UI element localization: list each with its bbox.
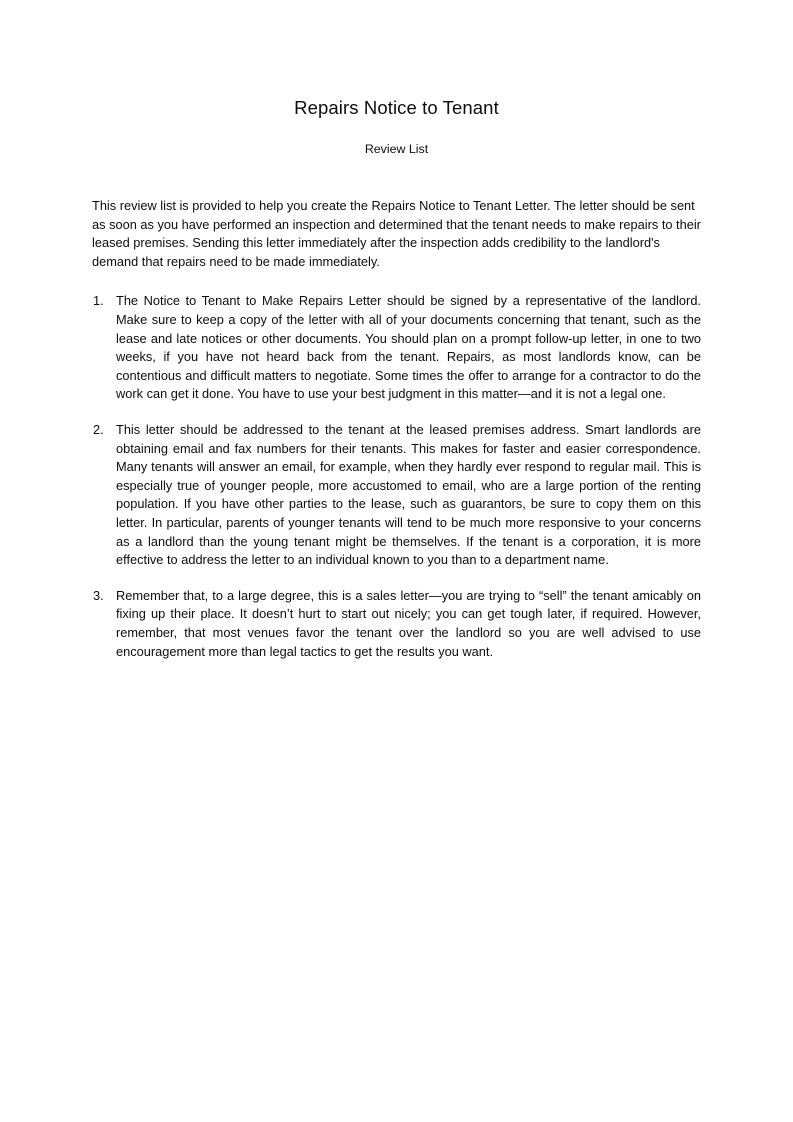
list-item-text: This letter should be addressed to the tenant at the leased premises address. Smart landlords are obtaining email and fax numbers for their tenants. This makes for faster and easier correspondence. Many tenants will answer an email, for example, when they hardly ever respond to regular mail. This is especially true of younger people, more accustomed to email, who are a large portion of the renting population. If you have other parties to the lease, such as guarantors, be sure to copy them on this letter. In particular, parents of younger tenants will tend to be much more responsive to your concerns as a landlord than the young tenant might be themselves. If the tenant is a corporation, it is more effective to address the letter to an individual known to you than to a department name. <box>116 422 701 568</box>
page-subtitle: Review List <box>364 142 429 157</box>
page-title: Repairs Notice to Tenant <box>294 97 499 118</box>
list-item <box>92 421 701 570</box>
list-item-text: Remember that, to a large degree, this is a sales letter—you are trying to “sell” the tenant amicably on fixing up their place. It doesn’t hurt to start out nicely; you can get tough later, if required. However, remember, that most venues favor the tenant over the landlord so you are well advised to use encouragement more than legal tactics to get the results you want. <box>116 587 701 659</box>
list-item-marker: 1. <box>93 293 104 309</box>
list-item-marker: 2. <box>93 422 104 437</box>
list-item <box>92 587 701 661</box>
list-item <box>92 292 701 404</box>
document-content <box>92 0 701 661</box>
intro-paragraph: This review list is provided to help you create the Repairs Notice to Tenant Letter. The letter should be sent as soon as you have performed an inspection and determined that the tenant needs to make repairs to their leased premises. Sending this letter immediately after the inspection adds credibility to the landlord's demand that repairs need to be made immediately. <box>92 198 701 269</box>
list-item-text: The Notice to Tenant to Make Repairs Letter should be signed by a representative of the landlord. Make sure to keep a copy of the letter with all of your documents concerning that tenant, such as the lease and late notices or other documents. You should plan on a prompt follow-up letter, in one to two weeks, if you have not heard back from the tenant. Repairs, as most landlords know, can be contentious and difficult matters to negotiate. Some times the offer to arrange for a contractor to do the work can get it done. You have to use your best judgment in this matter—and it is not a legal one. <box>116 293 701 402</box>
list-item-marker: 3. <box>93 587 104 603</box>
review-list <box>92 292 701 661</box>
